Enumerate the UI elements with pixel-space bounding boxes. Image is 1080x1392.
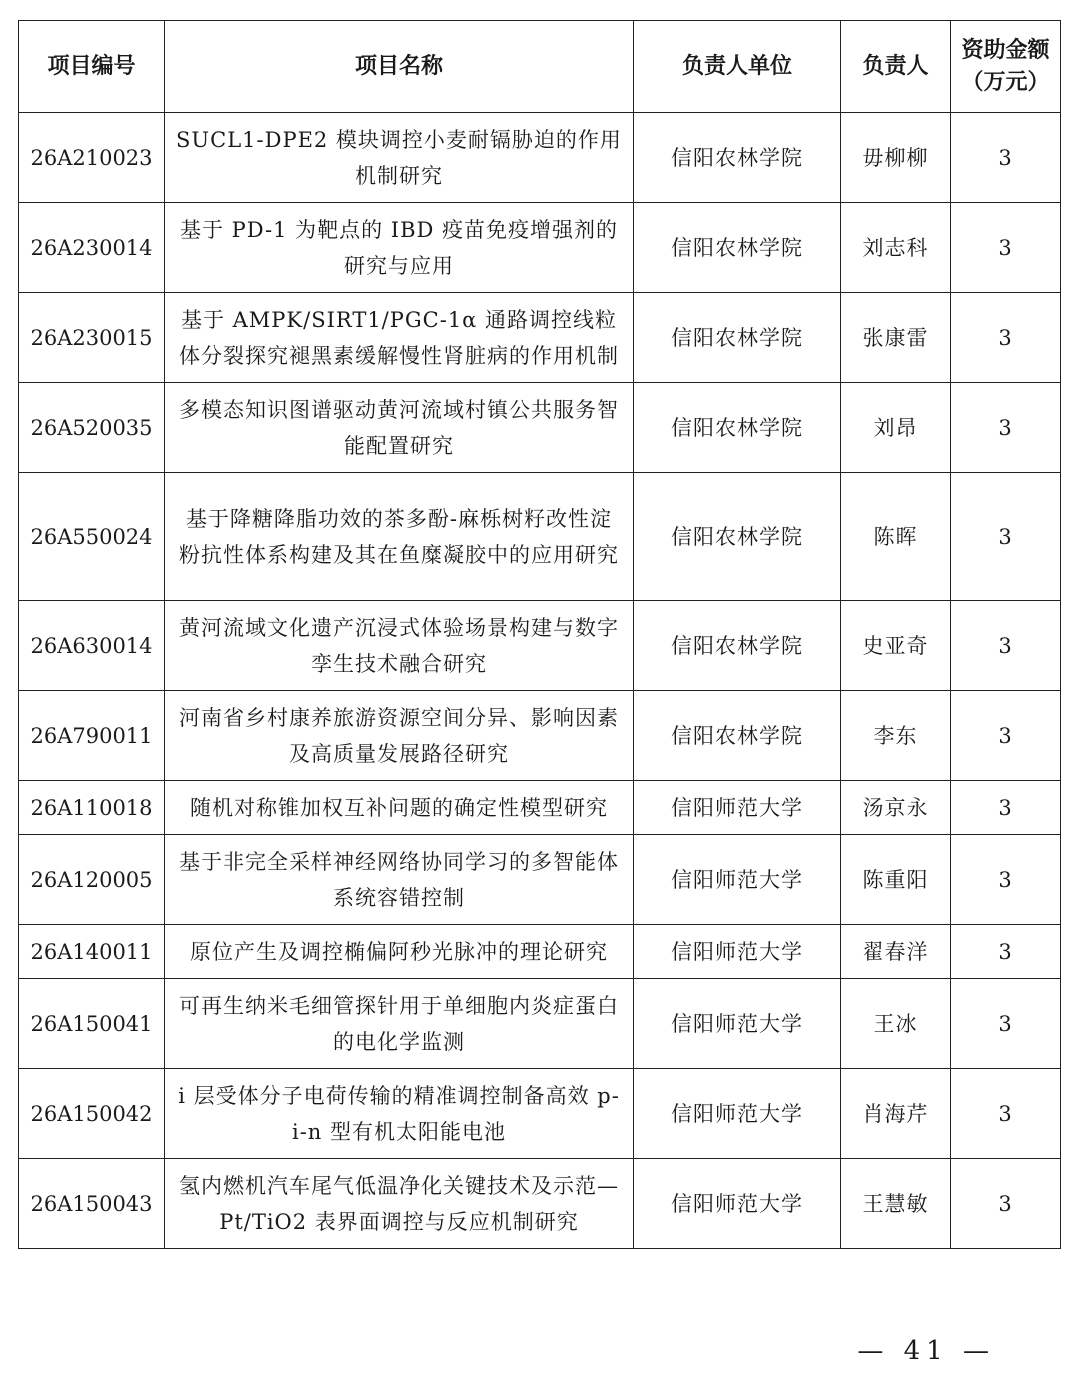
cell-name: 基于非完全采样神经网络协同学习的多智能体系统容错控制 (165, 835, 634, 925)
cell-code: 26A210023 (19, 113, 165, 203)
cell-unit: 信阳农林学院 (634, 203, 841, 293)
cell-amount: 3 (951, 203, 1061, 293)
cell-amount: 3 (951, 1069, 1061, 1159)
cell-leader: 刘昂 (841, 383, 951, 473)
cell-leader: 史亚奇 (841, 601, 951, 691)
header-unit: 负责人单位 (634, 21, 841, 113)
cell-leader: 王慧敏 (841, 1159, 951, 1249)
cell-leader: 汤京永 (841, 781, 951, 835)
cell-name: i 层受体分子电荷传输的精准调控制备高效 p-i-n 型有机太阳能电池 (165, 1069, 634, 1159)
grant-table (18, 20, 1061, 1249)
cell-unit: 信阳师范大学 (634, 781, 841, 835)
header-amount (951, 21, 1061, 113)
cell-amount: 3 (951, 383, 1061, 473)
cell-name: 基于 PD-1 为靶点的 IBD 疫苗免疫增强剂的研究与应用 (165, 203, 634, 293)
cell-amount: 3 (951, 781, 1061, 835)
cell-amount: 3 (951, 979, 1061, 1069)
header-leader: 负责人 (841, 21, 951, 113)
cell-leader: 王冰 (841, 979, 951, 1069)
table-row (19, 601, 1061, 691)
cell-leader: 陈晖 (841, 473, 951, 601)
cell-name: 多模态知识图谱驱动黄河流域村镇公共服务智能配置研究 (165, 383, 634, 473)
header-row (19, 21, 1061, 113)
table-row (19, 113, 1061, 203)
table-row (19, 925, 1061, 979)
cell-name: 原位产生及调控椭偏阿秒光脉冲的理论研究 (165, 925, 634, 979)
table-row (19, 835, 1061, 925)
table-row (19, 293, 1061, 383)
cell-code: 26A230015 (19, 293, 165, 383)
cell-leader: 陈重阳 (841, 835, 951, 925)
table-row (19, 383, 1061, 473)
cell-unit: 信阳农林学院 (634, 293, 841, 383)
cell-code: 26A150041 (19, 979, 165, 1069)
cell-unit: 信阳农林学院 (634, 113, 841, 203)
table-row (19, 1159, 1061, 1249)
cell-leader: 刘志科 (841, 203, 951, 293)
cell-name: 黄河流域文化遗产沉浸式体验场景构建与数字孪生技术融合研究 (165, 601, 634, 691)
table-row (19, 781, 1061, 835)
cell-unit: 信阳师范大学 (634, 979, 841, 1069)
cell-code: 26A790011 (19, 691, 165, 781)
table-row (19, 203, 1061, 293)
cell-name: 基于 AMPK/SIRT1/PGC-1α 通路调控线粒体分裂探究褪黑素缓解慢性肾脏病的作用机制 (165, 293, 634, 383)
cell-amount: 3 (951, 113, 1061, 203)
cell-leader: 毋柳柳 (841, 113, 951, 203)
cell-unit: 信阳师范大学 (634, 1069, 841, 1159)
header-amount-line2: （万元） (961, 69, 1050, 95)
cell-name: SUCL1-DPE2 模块调控小麦耐镉胁迫的作用机制研究 (165, 113, 634, 203)
cell-amount: 3 (951, 473, 1061, 601)
cell-code: 26A150043 (19, 1159, 165, 1249)
cell-name: 基于降糖降脂功效的茶多酚-麻栎树籽改性淀粉抗性体系构建及其在鱼糜凝胶中的应用研究 (165, 473, 634, 601)
cell-code: 26A520035 (19, 383, 165, 473)
cell-code: 26A150042 (19, 1069, 165, 1159)
header-name: 项目名称 (165, 21, 634, 113)
cell-name: 河南省乡村康养旅游资源空间分异、影响因素及高质量发展路径研究 (165, 691, 634, 781)
cell-unit: 信阳农林学院 (634, 691, 841, 781)
cell-code: 26A550024 (19, 473, 165, 601)
table-row (19, 473, 1061, 601)
cell-name: 氢内燃机汽车尾气低温净化关键技术及示范—Pt/TiO2 表界面调控与反应机制研究 (165, 1159, 634, 1249)
header-amount-line1: 资助金额 (961, 37, 1050, 63)
cell-code: 26A140011 (19, 925, 165, 979)
cell-code: 26A110018 (19, 781, 165, 835)
cell-leader: 肖海芹 (841, 1069, 951, 1159)
page-number: — 41 — (857, 1336, 995, 1366)
cell-unit: 信阳师范大学 (634, 1159, 841, 1249)
cell-amount: 3 (951, 601, 1061, 691)
cell-unit: 信阳农林学院 (634, 601, 841, 691)
cell-unit: 信阳农林学院 (634, 473, 841, 601)
cell-leader: 张康雷 (841, 293, 951, 383)
cell-name: 可再生纳米毛细管探针用于单细胞内炎症蛋白的电化学监测 (165, 979, 634, 1069)
cell-amount: 3 (951, 925, 1061, 979)
table-row (19, 1069, 1061, 1159)
cell-leader: 翟春洋 (841, 925, 951, 979)
header-code: 项目编号 (19, 21, 165, 113)
cell-code: 26A230014 (19, 203, 165, 293)
cell-amount: 3 (951, 293, 1061, 383)
table-row (19, 979, 1061, 1069)
cell-unit: 信阳师范大学 (634, 835, 841, 925)
cell-code: 26A630014 (19, 601, 165, 691)
cell-amount: 3 (951, 1159, 1061, 1249)
cell-leader: 李东 (841, 691, 951, 781)
cell-amount: 3 (951, 835, 1061, 925)
cell-unit: 信阳师范大学 (634, 925, 841, 979)
cell-name: 随机对称锥加权互补问题的确定性模型研究 (165, 781, 634, 835)
table-row (19, 691, 1061, 781)
cell-unit: 信阳农林学院 (634, 383, 841, 473)
cell-amount: 3 (951, 691, 1061, 781)
cell-code: 26A120005 (19, 835, 165, 925)
